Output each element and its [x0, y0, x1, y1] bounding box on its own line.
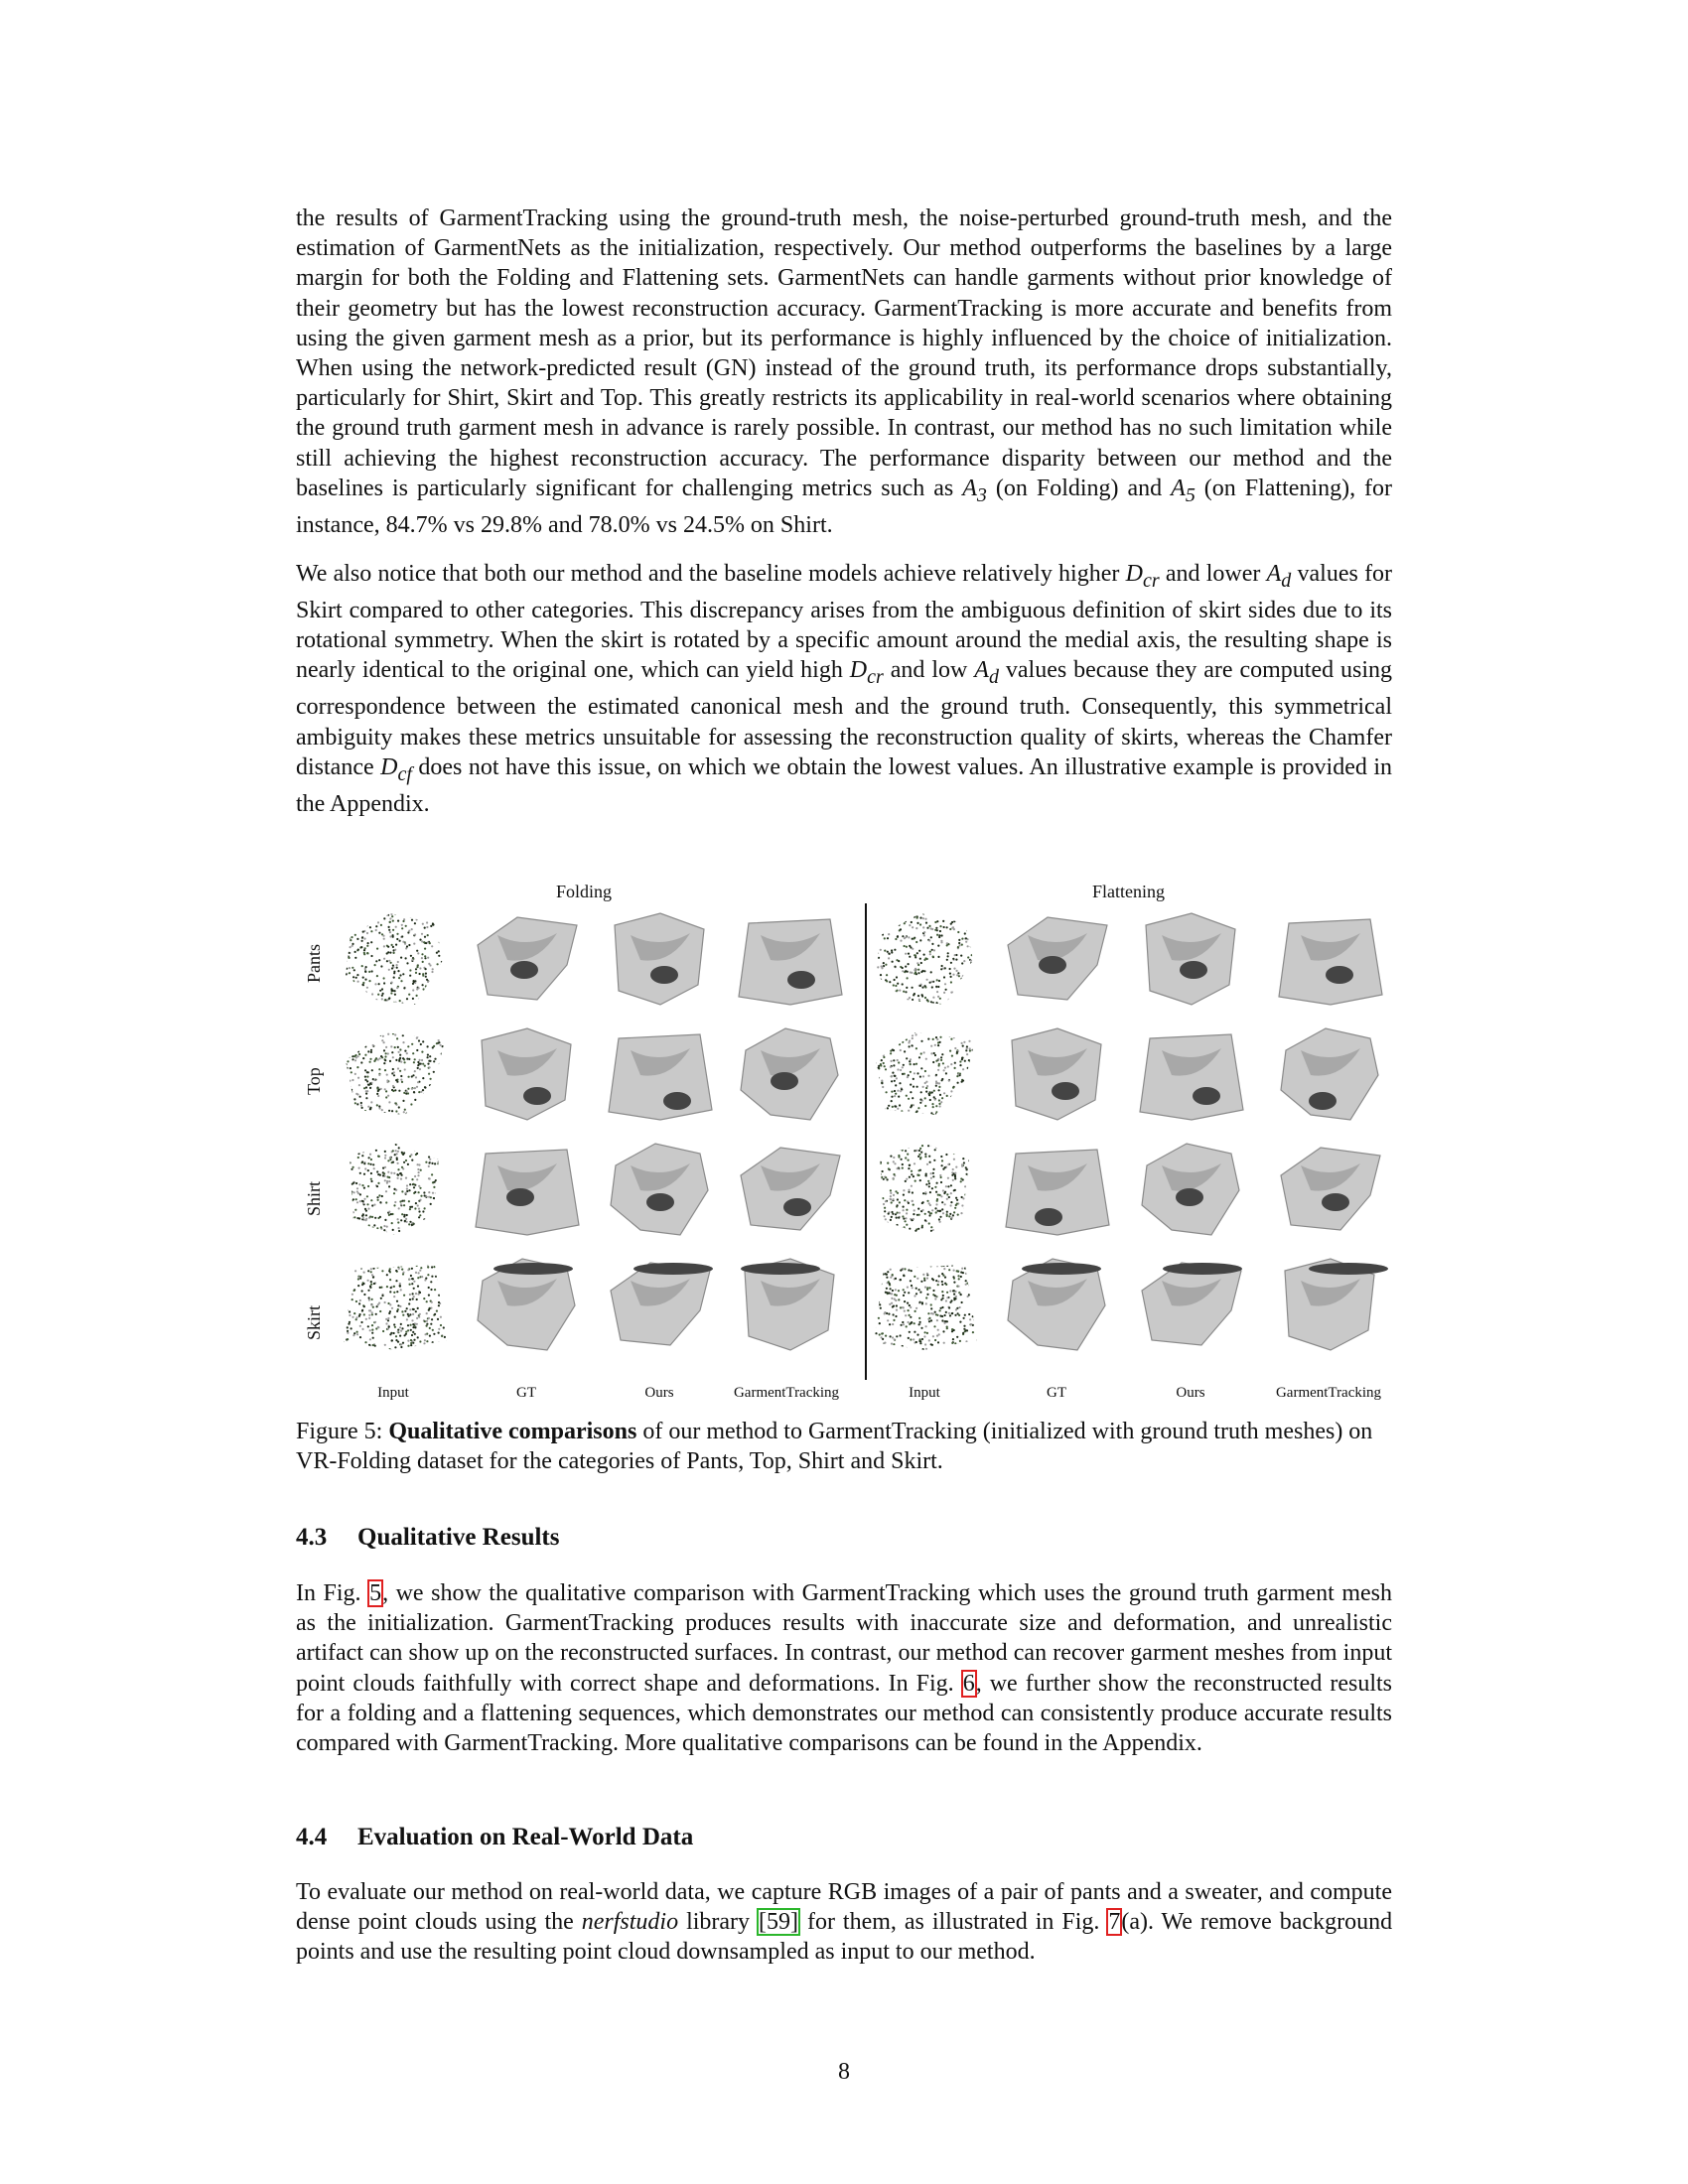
- col-label-ours: Ours: [1176, 1385, 1205, 1401]
- pants-garmenttracking-render: [731, 905, 848, 1013]
- top-garmenttracking-render: [731, 1021, 848, 1128]
- col-label-ours: Ours: [644, 1385, 674, 1401]
- paragraph-results: [296, 204, 1392, 540]
- math-dcf: $D_{cf}$: [380, 753, 412, 785]
- top-ours-render: [601, 1021, 718, 1128]
- row-label-skirt: Skirt: [304, 1304, 324, 1340]
- flattening-title: Flattening: [1092, 882, 1165, 901]
- top-input-render: [866, 1021, 983, 1128]
- row-label-shirt: Shirt: [304, 1180, 324, 1216]
- skirt-garmenttracking-render: [1271, 1251, 1388, 1358]
- skirt-input-render: [336, 1251, 453, 1358]
- paragraph-qualitative: In Fig. 5, we show the qualitative comparison with GarmentTracking which uses the ground truth garment mesh as the initialization. GarmentTracking produces results with inaccurate size and deformation, and unrealistic artifact can show up on the reconstructed surfaces. In contrast, our method can recover garment meshes from input point clouds faithfully with correct shape and deformations. In Fig. 6, we further show the reconstructed results for a folding and a flattening sequences, which demonstrates our method can consistently produce accurate results compared with GarmentTracking. More qualitative comparisons can be found in the Appendix.: [296, 1580, 1393, 1757]
- figure-qualitative-comparison: [296, 874, 1392, 1410]
- section-heading-4-4: 4.4 Evaluation on Real-World Data: [296, 1824, 694, 1850]
- top-input-render: [336, 1021, 453, 1128]
- pants-garmenttracking-render: [1271, 905, 1388, 1013]
- skirt-garmenttracking-render: [731, 1251, 848, 1358]
- top-garmenttracking-render: [1271, 1021, 1388, 1128]
- paragraph-real-world: To evaluate our method on real-world data, we capture RGB images of a pair of pants and a sweater, and compute dense point clouds using the nerfstudio library [59] for them, as illustrated in Fig. 7(a). We remove background points and use the resulting point cloud downsampled as input to our method.: [296, 1879, 1393, 1966]
- col-label-input: Input: [377, 1385, 409, 1401]
- math-ad: $A_d$: [974, 657, 999, 689]
- skirt-gt-render: [468, 1251, 585, 1358]
- shirt-input-render: [866, 1136, 983, 1243]
- shirt-garmenttracking-render: [731, 1136, 848, 1243]
- page-number: 8: [838, 2059, 850, 2085]
- pants-input-render: [336, 905, 453, 1013]
- row-label-top: Top: [304, 1067, 324, 1095]
- shirt-ours-render: [1132, 1136, 1249, 1243]
- math-dcr: $D_{cr}$: [1125, 561, 1160, 592]
- shirt-input-render: [336, 1136, 453, 1243]
- paragraph-text: (on Flattening), for instance, 84.7% vs 29.8% and 78.0% vs 24.5% on Shirt.: [296, 475, 1393, 538]
- col-label-garmenttracking: GarmentTracking: [1275, 1385, 1382, 1401]
- skirt-gt-render: [998, 1251, 1115, 1358]
- skirt-input-render: [866, 1251, 983, 1358]
- math-dcr: $D_{cr}$: [849, 657, 884, 689]
- shirt-gt-render: [468, 1136, 585, 1243]
- pants-input-render: [866, 905, 983, 1013]
- folding-title: Folding: [556, 882, 613, 901]
- paragraph-text: (on Folding) and: [995, 475, 1163, 501]
- shirt-garmenttracking-render: [1271, 1136, 1388, 1243]
- col-label-garmenttracking: GarmentTracking: [733, 1385, 840, 1401]
- figure-ref-5[interactable]: 5: [369, 1580, 382, 1606]
- library-name: nerfstudio: [581, 1909, 679, 1936]
- pants-gt-render: [998, 905, 1115, 1013]
- math-a5: $A_5$: [1171, 475, 1196, 506]
- paragraph-text: the results of GarmentTracking using the ground-truth mesh, the noise-perturbed ground-truth mesh, and the estimation of GarmentNets as the initialization, respectively. Our method outperforms the baselines by a large margin for both the Folding and Flattening sets. GarmentNets can handle garments without prior knowledge of their geometry but has the lowest reconstruction accuracy. GarmentTracking is more accurate and benefits from using the given garment mesh as a prior, but its performance is highly influenced by the choice of initialization. When using the network-predicted result (GN) instead of the ground truth, its performance drops substantially, particularly for Shirt, Skirt and Top. This greatly restricts its applicability in real-world scenarios where obtaining the ground truth garment mesh in advance is rarely possible. In contrast, our method has no such limitation while still achieving the highest reconstruction accuracy. The performance disparity between our method and the baselines is particularly significant for challenging metrics such as: [296, 205, 1392, 501]
- figure-ref-6[interactable]: 6: [962, 1670, 975, 1697]
- pants-ours-render: [601, 905, 718, 1013]
- col-label-input: Input: [909, 1385, 940, 1401]
- pants-ours-render: [1132, 905, 1249, 1013]
- skirt-ours-render: [601, 1251, 718, 1358]
- citation-ref-59[interactable]: [59]: [759, 1909, 799, 1936]
- figure-ref-7[interactable]: 7: [1108, 1909, 1121, 1936]
- shirt-gt-render: [998, 1136, 1115, 1243]
- math-ad: $A_d$: [1266, 561, 1292, 592]
- col-label-gt: GT: [1047, 1385, 1066, 1401]
- math-a3: $A_3$: [962, 475, 987, 506]
- figure-caption: Figure 5: Qualitative comparisons of our method to GarmentTracking (initialized with ground truth meshes) on VR-Folding dataset for the categories of Pants, Top, Shirt and Skirt.: [296, 1419, 1373, 1475]
- shirt-ours-render: [601, 1136, 718, 1243]
- top-ours-render: [1132, 1021, 1249, 1128]
- paragraph-skirt-discussion: We also notice that both our method and the baseline models achieve relatively higher $D_{cr}$ and lower $A_d$ values for Skirt compared to other categories. This discrepancy arises from the ambiguous definition of skirt sides due to its rotational symmetry. When the skirt is rotated by a specific amount around the medial axis, the resulting shape is nearly identical to the original one, which can yield high $D_{cr}$ and low $A_d$ values because they are computed using correspondence between the estimated canonical mesh and the ground truth. Consequently, this symmetrical ambiguity makes these metrics unsuitable for assessing the reconstruction quality of skirts, whereas the Chamfer distance $D_{cf}$ does not have this issue, on which we obtain the lowest values. An illustrative example is provided in the Appendix.: [296, 561, 1393, 817]
- pants-gt-render: [468, 905, 585, 1013]
- top-gt-render: [998, 1021, 1115, 1128]
- row-label-pants: Pants: [304, 943, 324, 983]
- skirt-ours-render: [1132, 1251, 1249, 1358]
- section-heading-4-3: 4.3 Qualitative Results: [296, 1524, 560, 1551]
- top-gt-render: [468, 1021, 585, 1128]
- col-label-gt: GT: [516, 1385, 536, 1401]
